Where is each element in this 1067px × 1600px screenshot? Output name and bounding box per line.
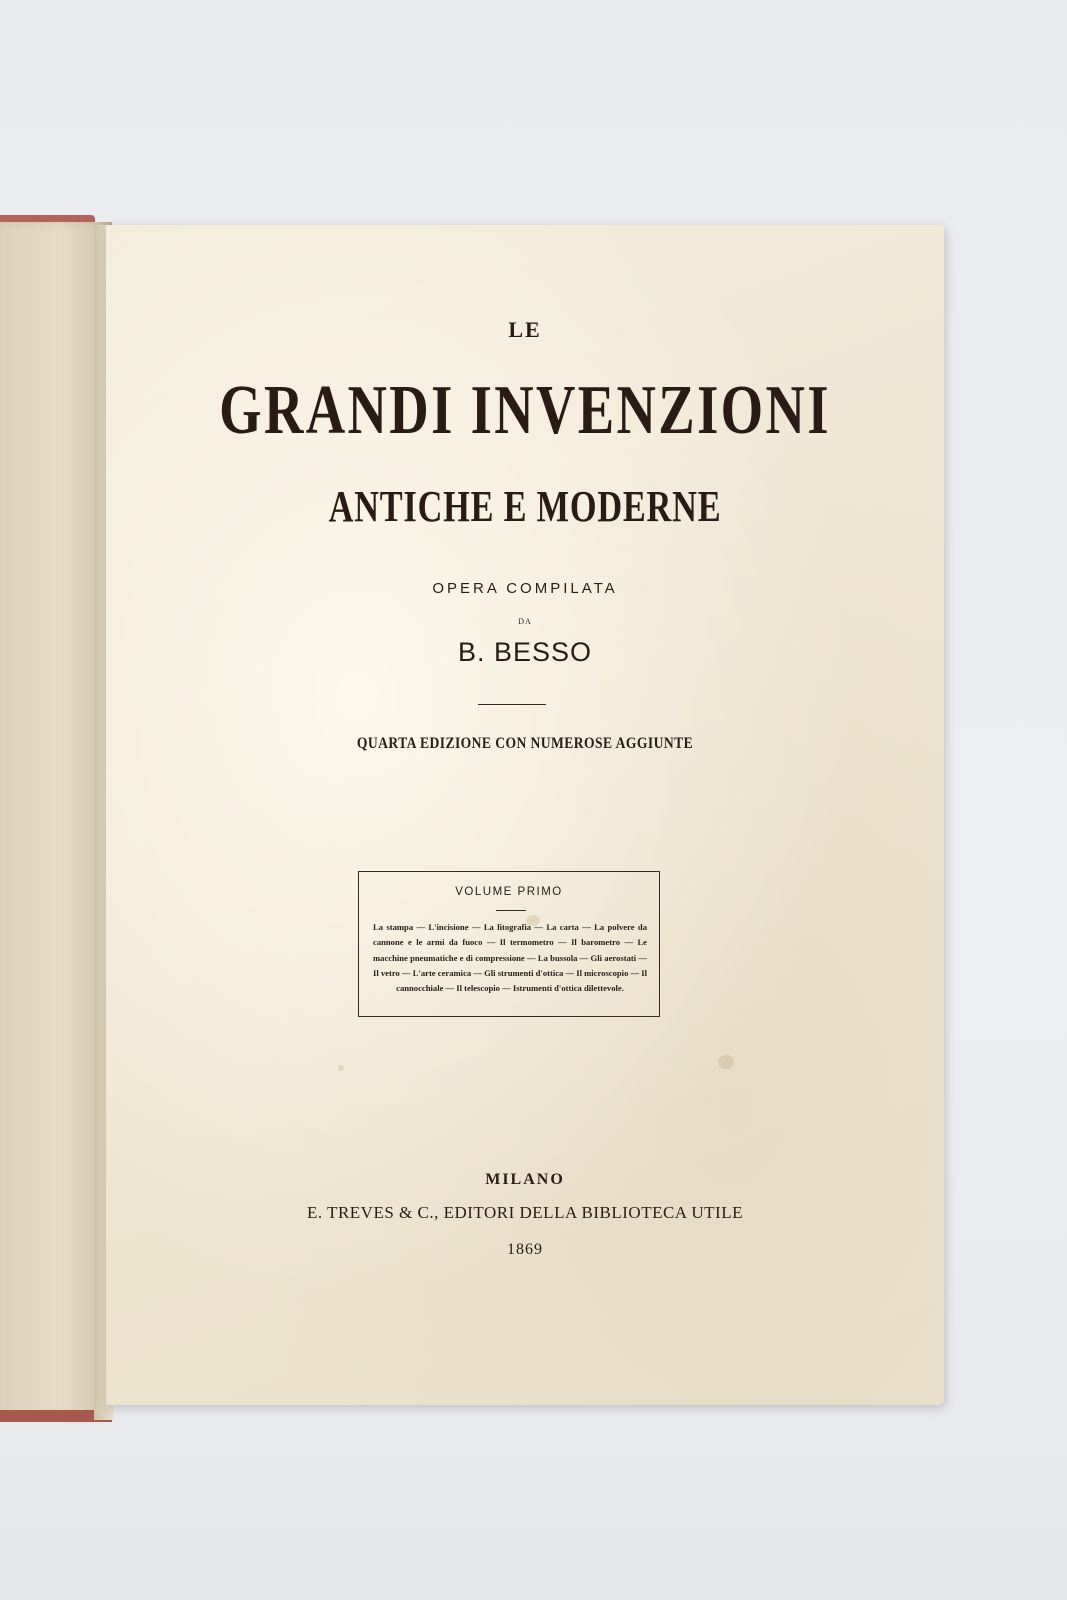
foxing-stain	[338, 1065, 344, 1071]
contents-list: La stampa — L'incisione — La litografia — La carta — La polvere da cannone e le armi da fuoco — Il termometro — Il barometro — Le macchine pneumatiche e di compressione — La bussola — Gli aerostati — Il vetro — L'arte ceramica — Gli strumenti d'ottica — Il microscopio — Il cannocchiale — Il telescopio — Istrumenti d'ottica dilettevole.	[373, 922, 647, 994]
edition-note: QUARTA EDIZIONE CON NUMEROSE AGGIUNTE	[356, 735, 694, 752]
main-title: GRANDI INVENZIONI	[219, 372, 831, 449]
box-divider	[496, 910, 526, 911]
title-prefix: LE	[508, 317, 542, 342]
imprint-city: MILANO	[485, 1171, 565, 1188]
imprint-publisher: E. TREVES & C., EDITORI DELLA BIBLIOTECA UTILE	[306, 1203, 743, 1222]
opera-compilata: OPERA COMPILATA	[432, 580, 618, 597]
subtitle: ANTICHE E MODERNE	[328, 482, 722, 531]
da-label: DA	[518, 617, 532, 626]
title-page	[106, 225, 944, 1405]
divider-rule	[478, 704, 546, 705]
contents-box	[358, 871, 660, 1017]
foxing-stain	[718, 1055, 734, 1069]
author-name: B. BESSO	[457, 637, 593, 667]
imprint-year: 1869	[507, 1241, 543, 1258]
volume-heading: VOLUME PRIMO	[455, 886, 563, 898]
